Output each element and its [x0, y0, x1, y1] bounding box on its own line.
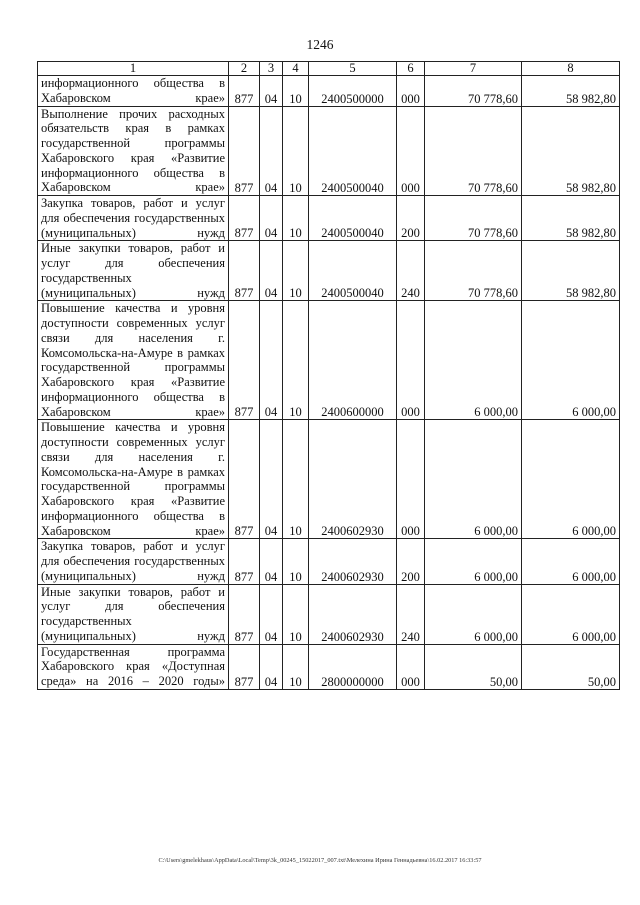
subsection-code: 10	[283, 301, 309, 420]
ministry-code: 877	[229, 106, 260, 196]
amount-col7: 6 000,00	[425, 539, 522, 584]
header-cell: 1	[38, 62, 229, 76]
amount-col7: 50,00	[425, 644, 522, 689]
amount-col7: 70 778,60	[425, 76, 522, 107]
subsection-code: 10	[283, 196, 309, 241]
file-path-footer: C:\Users\gmelekhaus\AppData\Local\Temp\3k_00245_15022017_007.txt\Мелехина Ирина Геннадьевна\16.02.2017 16:33:57	[158, 857, 482, 864]
target-article-code: 2400602930	[309, 584, 397, 644]
item-name: Иные закупки товаров, работ и услуг для обеспечения государственных (муниципальных) нужд	[38, 241, 229, 301]
expense-type-code: 200	[397, 539, 425, 584]
amount-col8: 6 000,00	[522, 301, 620, 420]
target-article-code: 2800000000	[309, 644, 397, 689]
ministry-code: 877	[229, 301, 260, 420]
page-number: 1246	[306, 37, 334, 52]
header-cell: 4	[283, 62, 309, 76]
amount-col7: 70 778,60	[425, 196, 522, 241]
table-row	[38, 301, 620, 420]
expense-type-code: 000	[397, 644, 425, 689]
ministry-code: 877	[229, 420, 260, 539]
ministry-code: 877	[229, 539, 260, 584]
ministry-code: 877	[229, 584, 260, 644]
item-name: Повышение качества и уровня доступности современных услуг связи для населения г. Комсомольска-на-Амуре в рамках государственной программы Хабаровского края «Развитие информационного общества в Хабаровском крае»	[38, 301, 229, 420]
amount-col8: 6 000,00	[522, 539, 620, 584]
table-row	[38, 196, 620, 241]
amount-col7: 70 778,60	[425, 241, 522, 301]
ministry-code: 877	[229, 241, 260, 301]
section-code: 04	[260, 420, 283, 539]
item-name: информационного общества в Хабаровском крае»	[38, 76, 229, 107]
section-code: 04	[260, 106, 283, 196]
expense-type-code: 240	[397, 584, 425, 644]
amount-col7: 6 000,00	[425, 584, 522, 644]
header-cell: 5	[309, 62, 397, 76]
section-code: 04	[260, 584, 283, 644]
target-article-code: 2400602930	[309, 420, 397, 539]
section-code: 04	[260, 76, 283, 107]
item-name: Выполнение прочих расходных обязательств края в рамках государственной программы Хабаровского края «Развитие информационного общества в Хабаровском крае»	[38, 106, 229, 196]
expense-type-code: 200	[397, 196, 425, 241]
expense-type-code: 000	[397, 420, 425, 539]
item-name: Закупка товаров, работ и услуг для обеспечения государственных (муниципальных) нужд	[38, 539, 229, 584]
subsection-code: 10	[283, 241, 309, 301]
table-row	[38, 420, 620, 539]
amount-col8: 58 982,80	[522, 106, 620, 196]
ministry-code: 877	[229, 644, 260, 689]
expense-type-code: 240	[397, 241, 425, 301]
ministry-code: 877	[229, 76, 260, 107]
subsection-code: 10	[283, 76, 309, 107]
target-article-code: 2400500040	[309, 196, 397, 241]
header-cell: 3	[260, 62, 283, 76]
table-row	[38, 644, 620, 689]
item-name: Государственная программа Хабаровского края «Доступная среда» на 2016 – 2020 годы»	[38, 644, 229, 689]
amount-col7: 6 000,00	[425, 420, 522, 539]
amount-col8: 50,00	[522, 644, 620, 689]
expense-type-code: 000	[397, 301, 425, 420]
budget-table	[37, 61, 620, 690]
table-row	[38, 76, 620, 107]
target-article-code: 2400500040	[309, 241, 397, 301]
amount-col8: 58 982,80	[522, 241, 620, 301]
table-row	[38, 584, 620, 644]
header-cell: 6	[397, 62, 425, 76]
amount-col7: 6 000,00	[425, 301, 522, 420]
target-article-code: 2400602930	[309, 539, 397, 584]
target-article-code: 2400500040	[309, 106, 397, 196]
section-code: 04	[260, 196, 283, 241]
subsection-code: 10	[283, 106, 309, 196]
subsection-code: 10	[283, 644, 309, 689]
expense-type-code: 000	[397, 76, 425, 107]
amount-col8: 6 000,00	[522, 584, 620, 644]
header-row	[38, 62, 620, 76]
header-cell: 7	[425, 62, 522, 76]
target-article-code: 2400600000	[309, 301, 397, 420]
section-code: 04	[260, 241, 283, 301]
amount-col8: 58 982,80	[522, 196, 620, 241]
item-name: Закупка товаров, работ и услуг для обеспечения государственных (муниципальных) нужд	[38, 196, 229, 241]
expense-type-code: 000	[397, 106, 425, 196]
subsection-code: 10	[283, 420, 309, 539]
item-name: Повышение качества и уровня доступности современных услуг связи для населения г. Комсомольска-на-Амуре в рамках государственной программы Хабаровского края «Развитие информационного общества в Хабаровском крае»	[38, 420, 229, 539]
table-row	[38, 539, 620, 584]
header-cell: 8	[522, 62, 620, 76]
subsection-code: 10	[283, 584, 309, 644]
section-code: 04	[260, 539, 283, 584]
section-code: 04	[260, 644, 283, 689]
target-article-code: 2400500000	[309, 76, 397, 107]
amount-col7: 70 778,60	[425, 106, 522, 196]
amount-col8: 6 000,00	[522, 420, 620, 539]
header-cell: 2	[229, 62, 260, 76]
subsection-code: 10	[283, 539, 309, 584]
section-code: 04	[260, 301, 283, 420]
ministry-code: 877	[229, 196, 260, 241]
table-row	[38, 241, 620, 301]
table-row	[38, 106, 620, 196]
item-name: Иные закупки товаров, работ и услуг для обеспечения государственных (муниципальных) нужд	[38, 584, 229, 644]
amount-col8: 58 982,80	[522, 76, 620, 107]
